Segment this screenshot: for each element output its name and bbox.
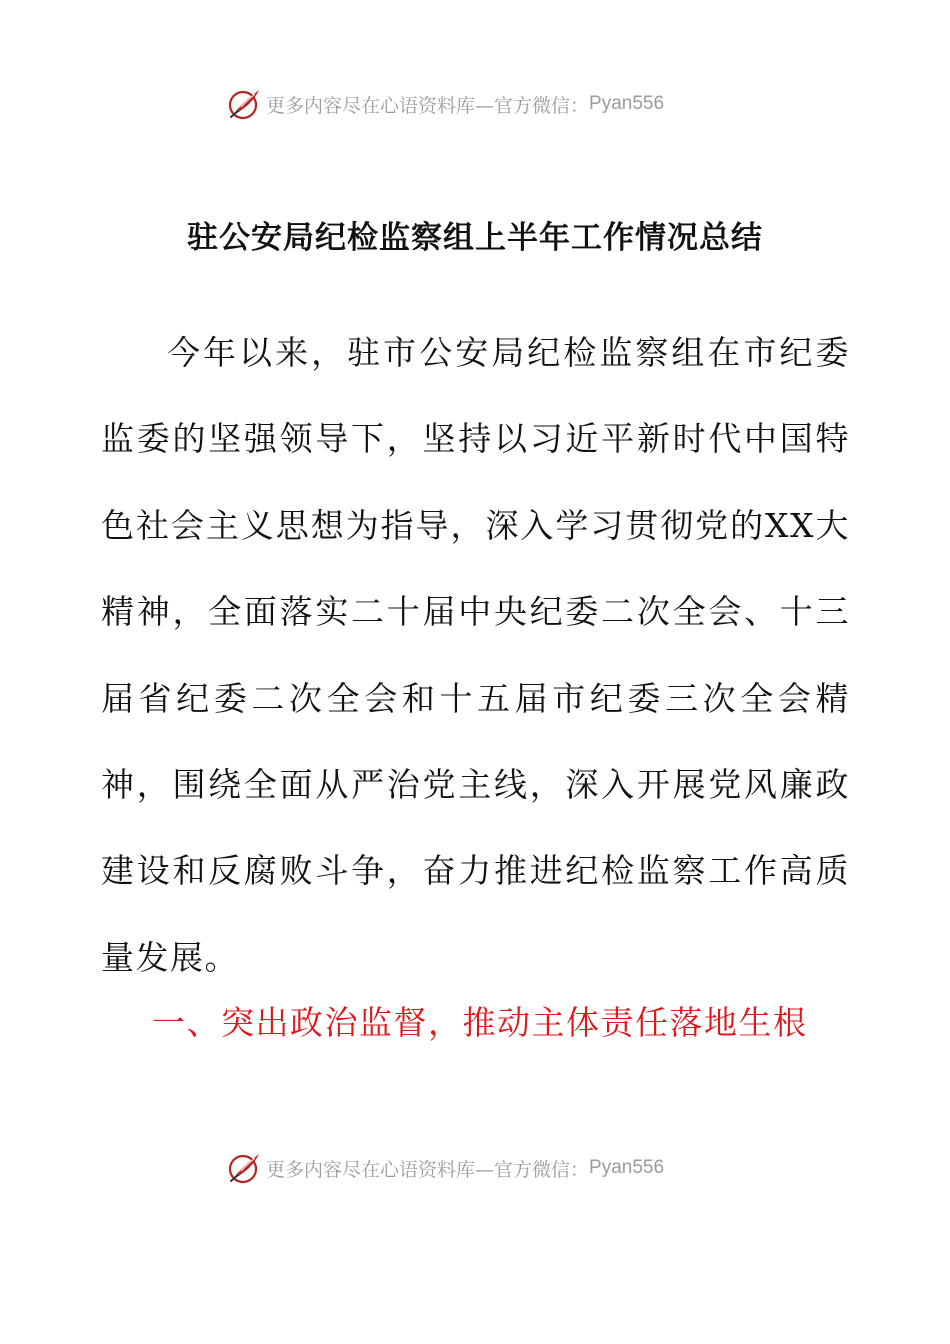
banner-wechat-id: Pyan556 [589,93,665,114]
footer-watermark-banner [226,1148,664,1188]
banner-wechat-id: Pyan556 [589,1157,665,1178]
quill-pen-logo-icon [226,1150,262,1186]
section-heading: 一、突出政治监督，推动主体责任落地生根 [152,1003,808,1042]
document-title: 驻公安局纪检监察组上半年工作情况总结 [187,220,763,256]
quill-pen-logo-icon [226,86,262,122]
banner-text: 更多内容尽在心语资料库—官方微信： [266,1158,590,1181]
header-watermark-banner [226,84,664,124]
body-paragraph: 今年以来，驻市公安局纪检监察组在市纪委监委的坚强领导下，坚持以习近平新时代中国特色社会主义思想为指导，深入学习贯彻党的XX大精神，全面落实二十届中央纪委二次全会、十三届省纪委二次全会和十五届市纪委三次全会精神，围绕全面从严治党主线，深入开展党风廉政建设和反腐败斗争，奋力推进纪检监察工作高质量发展。 [101,333,850,977]
banner-text: 更多内容尽在心语资料库—官方微信： [266,94,590,117]
